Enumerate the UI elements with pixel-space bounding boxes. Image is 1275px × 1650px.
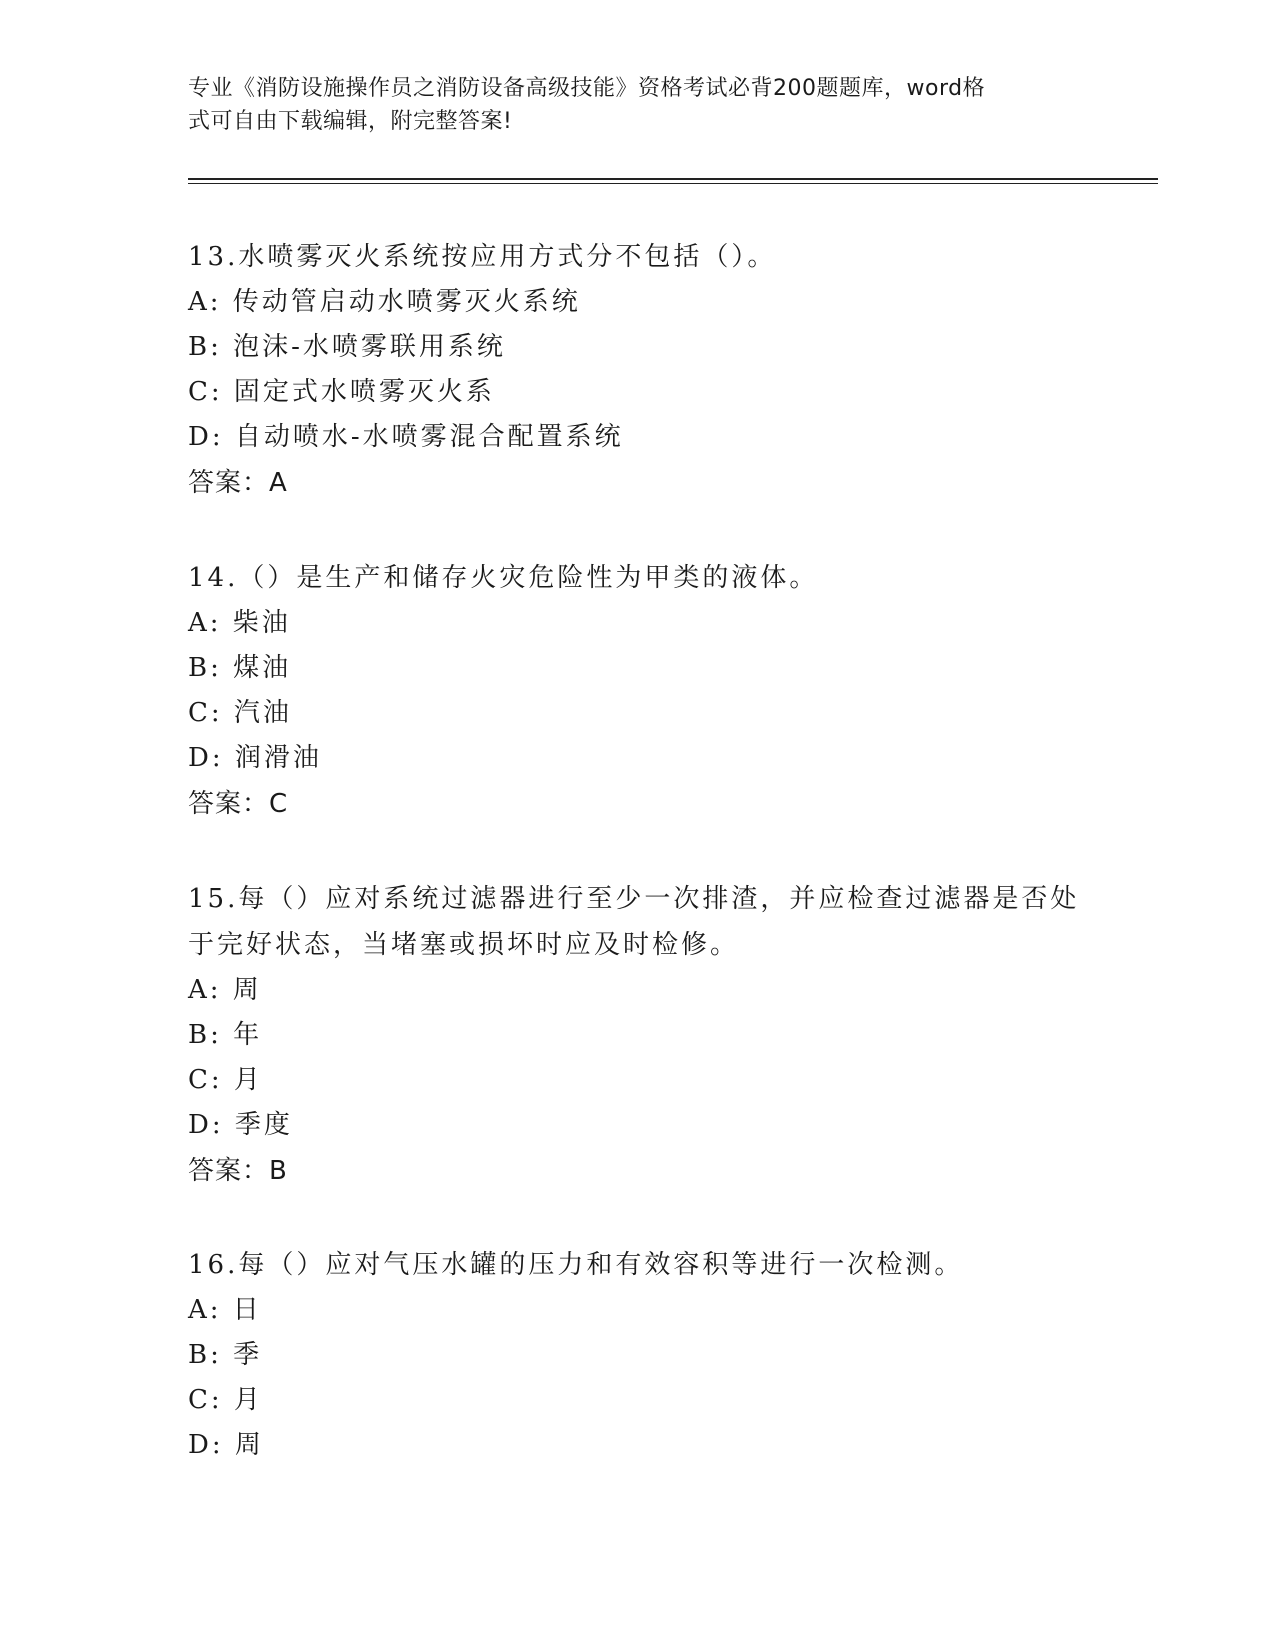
option-a: A: 传动管启动水喷雾灭火系统 <box>188 287 581 317</box>
option-b: B: 年 <box>188 1020 263 1050</box>
document-header <box>188 72 1068 138</box>
option-a: A: 周 <box>188 975 262 1005</box>
header-title-line-2: 式可自由下载编辑，附完整答案! <box>188 109 513 134</box>
header-title-line-1: 专业《消防设施操作员之消防设备高级技能》资格考试必背200题题库，word格 <box>188 76 986 101</box>
option-c: C: 月 <box>188 1065 263 1095</box>
answer: 答案：B <box>188 1156 288 1186</box>
answer: 答案：C <box>188 789 289 819</box>
option-a: A: 柴油 <box>188 608 291 638</box>
answer: 答案：A <box>188 468 288 498</box>
option-c: C: 汽油 <box>188 698 292 728</box>
question-stem: 13.水喷雾灭火系统按应用方式分不包括（）。 <box>188 242 777 272</box>
question-stem: 16.每（）应对气压水罐的压力和有效容积等进行一次检测。 <box>188 1250 964 1280</box>
question-16 <box>188 1242 1088 1468</box>
question-stem: 14.（）是生产和储存火灾危险性为甲类的液体。 <box>188 563 819 593</box>
option-d: D: 自动喷水-水喷雾混合配置系统 <box>188 422 624 452</box>
option-d: D: 润滑油 <box>188 743 322 773</box>
question-15 <box>188 876 1088 1194</box>
question-stem-line-2: 于完好状态，当堵塞或损坏时应及时检修。 <box>188 930 740 960</box>
header-rule-thin <box>188 183 1158 184</box>
option-b: B: 季 <box>188 1340 263 1370</box>
option-b: B: 煤油 <box>188 653 292 683</box>
option-c: C: 固定式水喷雾灭火系 <box>188 377 495 407</box>
question-stem-line-1: 15.每（）应对系统过滤器进行至少一次排渣，并应检查过滤器是否处 <box>188 884 1080 914</box>
option-c: C: 月 <box>188 1385 263 1415</box>
header-rule <box>188 178 1158 180</box>
option-d: D: 季度 <box>188 1110 293 1140</box>
option-a: A: 日 <box>188 1295 262 1325</box>
question-13 <box>188 234 1088 506</box>
option-b: B: 泡沫-水喷雾联用系统 <box>188 332 506 362</box>
option-d: D: 周 <box>188 1430 264 1460</box>
question-14 <box>188 555 1088 827</box>
